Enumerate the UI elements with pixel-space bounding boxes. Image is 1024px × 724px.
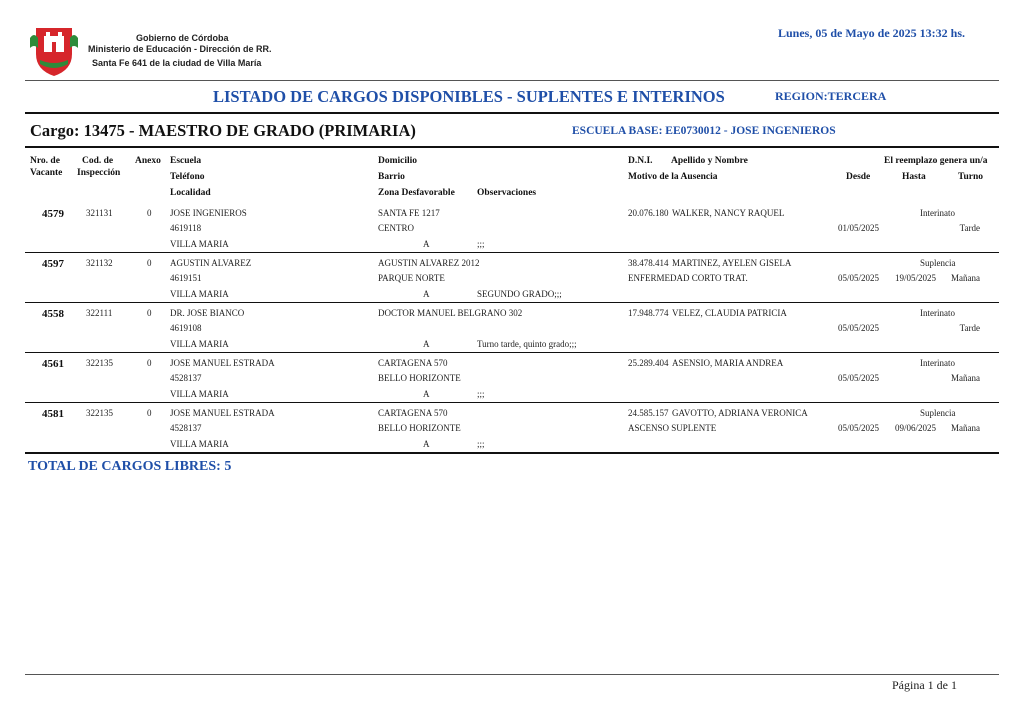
- cell-desde: 01/05/2025: [838, 223, 880, 233]
- divider: [25, 80, 999, 81]
- cell-anexo: 0: [147, 308, 152, 318]
- report-date: Lunes, 05 de Mayo de 2025 13:32 hs.: [778, 26, 966, 40]
- col-vacante: Vacante: [30, 168, 63, 178]
- col-desde: Desde: [846, 172, 871, 182]
- cargo-label: Cargo: 13475 - MAESTRO DE GRADO (PRIMARIA): [30, 121, 416, 140]
- cell-escuela: DR. JOSE BIANCO: [170, 308, 245, 318]
- org-address: Santa Fe 641 de la ciudad de Villa María: [92, 58, 262, 68]
- cell-desde: 05/05/2025: [838, 323, 880, 333]
- cell-telefono: 4619118: [170, 223, 202, 233]
- cell-nro: 4597: [42, 258, 64, 270]
- cell-cod: 321132: [86, 258, 113, 268]
- cell-tipo: Suplencia: [920, 408, 956, 418]
- cell-obs: SEGUNDO GRADO;;;: [477, 289, 562, 299]
- escuela-base: ESCUELA BASE: EE0730012 - JOSE INGENIEROS: [572, 125, 836, 137]
- cell-dni: 17.948.774: [628, 308, 669, 318]
- row-divider: [25, 352, 999, 353]
- cell-localidad: VILLA MARIA: [170, 289, 229, 299]
- cell-domicilio: DOCTOR MANUEL BELGRANO 302: [378, 308, 523, 318]
- col-escuela: Escuela: [170, 156, 202, 166]
- col-observaciones: Observaciones: [477, 188, 537, 198]
- cell-localidad: VILLA MARIA: [170, 439, 229, 449]
- cell-dni: 24.585.157: [628, 408, 669, 418]
- cell-turno: Mañana: [951, 373, 980, 383]
- cell-hasta: 09/06/2025: [895, 423, 937, 433]
- org-name: Gobierno de Córdoba: [136, 33, 229, 43]
- col-zona: Zona Desfavorable: [378, 188, 455, 198]
- cell-anexo: 0: [147, 208, 152, 218]
- cell-zona: A: [423, 439, 430, 449]
- col-telefono: Teléfono: [170, 172, 205, 182]
- col-anexo: Anexo: [135, 156, 161, 166]
- cell-turno: Mañana: [951, 423, 980, 433]
- cell-barrio: BELLO HORIZONTE: [378, 423, 461, 433]
- cell-tipo: Suplencia: [920, 258, 956, 268]
- col-cod: Cod. de: [82, 156, 114, 166]
- cell-nombre: GAVOTTO, ADRIANA VERONICA: [672, 408, 808, 418]
- cell-escuela: JOSE MANUEL ESTRADA: [170, 408, 275, 418]
- cell-domicilio: CARTAGENA 570: [378, 408, 448, 418]
- cell-zona: A: [423, 289, 430, 299]
- col-apellido: Apellido y Nombre: [671, 156, 748, 166]
- cell-anexo: 0: [147, 358, 152, 368]
- col-nro: Nro. de: [30, 156, 60, 166]
- cell-telefono: 4528137: [170, 423, 202, 433]
- cell-escuela: JOSE MANUEL ESTRADA: [170, 358, 275, 368]
- col-turno: Turno: [958, 172, 983, 182]
- cell-localidad: VILLA MARIA: [170, 339, 229, 349]
- cell-cod: 322135: [86, 408, 113, 418]
- cell-cod: 322135: [86, 358, 113, 368]
- cell-nro: 4561: [42, 358, 64, 370]
- cell-barrio: CENTRO: [378, 223, 414, 233]
- cell-telefono: 4528137: [170, 373, 202, 383]
- divider: [25, 112, 999, 114]
- cell-motivo: ASCENSO SUPLENTE: [628, 423, 717, 433]
- org-ministry: Ministerio de Educación - Dirección de RR.: [88, 44, 272, 54]
- col-hasta: Hasta: [902, 172, 926, 182]
- col-reemplazo: El reemplazo genera un/a: [884, 156, 988, 166]
- col-dni: D.N.I.: [628, 156, 653, 166]
- cell-escuela: AGUSTIN ALVAREZ: [170, 258, 252, 268]
- cell-zona: A: [423, 239, 430, 249]
- row-divider: [25, 452, 999, 454]
- col-domicilio: Domicilio: [378, 156, 418, 166]
- cell-obs: ;;;: [477, 439, 485, 449]
- cell-escuela: JOSE INGENIEROS: [170, 208, 247, 218]
- cell-dni: 25.289.404: [628, 358, 669, 368]
- cell-desde: 05/05/2025: [838, 423, 880, 433]
- cell-telefono: 4619108: [170, 323, 202, 333]
- cell-hasta: 19/05/2025: [895, 273, 937, 283]
- cell-domicilio: CARTAGENA 570: [378, 358, 448, 368]
- cell-turno: Tarde: [959, 223, 980, 233]
- region-label: REGION:TERCERA: [775, 89, 887, 103]
- cell-cod: 322111: [86, 308, 113, 318]
- cell-turno: Tarde: [959, 323, 980, 333]
- col-motivo: Motivo de la Ausencia: [628, 172, 718, 182]
- cell-zona: A: [423, 339, 430, 349]
- cell-obs: ;;;: [477, 389, 485, 399]
- cell-dni: 38.478.414: [628, 258, 669, 268]
- cell-desde: 05/05/2025: [838, 373, 880, 383]
- cell-tipo: Interinato: [920, 308, 955, 318]
- cell-desde: 05/05/2025: [838, 273, 880, 283]
- cell-turno: Mañana: [951, 273, 980, 283]
- row-divider: [25, 402, 999, 403]
- page-number: Página 1 de 1: [892, 678, 957, 692]
- col-barrio: Barrio: [378, 172, 405, 182]
- cell-nombre: WALKER, NANCY RAQUEL: [672, 208, 785, 218]
- cell-nombre: VELEZ, CLAUDIA PATRICIA: [672, 308, 787, 318]
- cell-motivo: ENFERMEDAD CORTO TRAT.: [628, 273, 748, 283]
- total-cargos: TOTAL DE CARGOS LIBRES: 5: [28, 459, 232, 474]
- footer-divider: [25, 674, 999, 675]
- cell-cod: 321131: [86, 208, 113, 218]
- cell-domicilio: SANTA FE 1217: [378, 208, 440, 218]
- cell-dni: 20.076.180: [628, 208, 669, 218]
- cell-anexo: 0: [147, 408, 152, 418]
- cell-nro: 4558: [42, 308, 64, 320]
- col-localidad: Localidad: [170, 188, 211, 198]
- row-divider: [25, 252, 999, 253]
- cell-barrio: BELLO HORIZONTE: [378, 373, 461, 383]
- cell-zona: A: [423, 389, 430, 399]
- cell-localidad: VILLA MARIA: [170, 239, 229, 249]
- cell-barrio: PARQUE NORTE: [378, 273, 445, 283]
- cell-tipo: Interinato: [920, 358, 955, 368]
- cell-tipo: Interinato: [920, 208, 955, 218]
- cell-anexo: 0: [147, 258, 152, 268]
- cordoba-crest-logo: [28, 24, 80, 78]
- cell-domicilio: AGUSTIN ALVAREZ 2012: [378, 258, 480, 268]
- page-title: LISTADO DE CARGOS DISPONIBLES - SUPLENTES E INTERINOS: [213, 87, 725, 106]
- col-inspeccion: Inspección: [77, 168, 121, 178]
- cell-nro: 4581: [42, 408, 64, 420]
- cell-nombre: ASENSIO, MARIA ANDREA: [672, 358, 784, 368]
- row-divider: [25, 302, 999, 303]
- cell-obs: ;;;: [477, 239, 485, 249]
- divider: [25, 146, 999, 148]
- cell-telefono: 4619151: [170, 273, 202, 283]
- cell-obs: Turno tarde, quinto grado;;;: [477, 339, 577, 349]
- cell-nro: 4579: [42, 208, 64, 220]
- cell-nombre: MARTINEZ, AYELEN GISELA: [672, 258, 792, 268]
- cell-localidad: VILLA MARIA: [170, 389, 229, 399]
